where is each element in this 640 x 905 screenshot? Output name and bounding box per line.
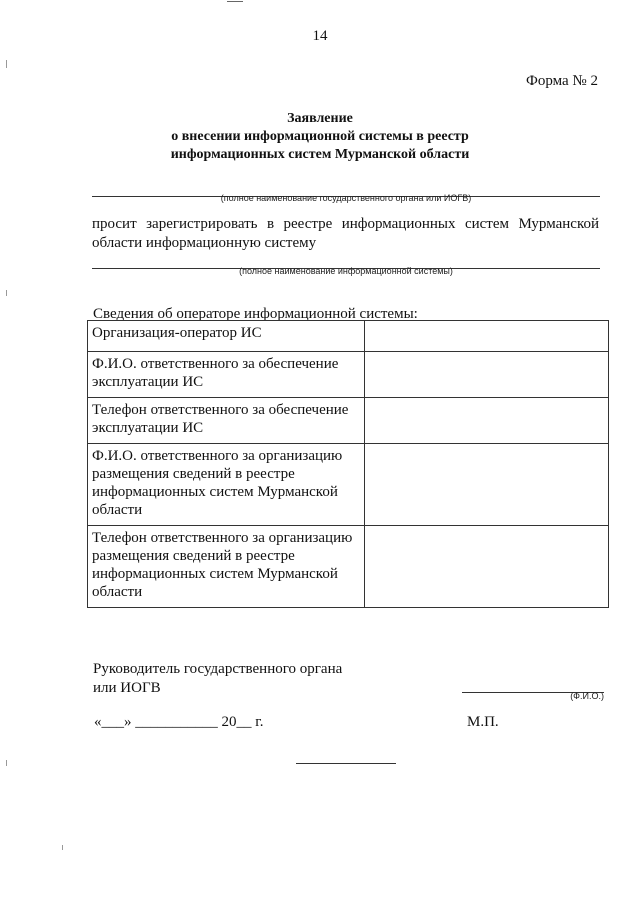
operator-heading: Сведения об операторе информационной системы: [93, 306, 418, 322]
row-label: Ф.И.О. ответственного за обеспечение эксплуатации ИС [88, 352, 365, 398]
system-name-caption: (полное наименование информационной системы) [239, 266, 453, 276]
signatory-title [93, 660, 342, 698]
stamp-place: М.П. [467, 714, 499, 730]
bottom-line [296, 763, 396, 764]
row-value [365, 352, 609, 398]
date-field: «___» ___________ 20__ г. [94, 714, 264, 730]
form-number: Форма № 2 [526, 73, 598, 89]
document-title [0, 110, 640, 164]
scan-mark-left-4 [62, 845, 63, 850]
scan-mark-top [227, 1, 243, 2]
row-label: Телефон ответственного за организацию размещения сведений в реестре информационных систем Мурманской области [88, 526, 365, 608]
page-number: 14 [312, 28, 328, 44]
row-value [365, 398, 609, 444]
signatory-line-1: Руководитель государственного органа [93, 661, 343, 677]
row-value [365, 526, 609, 608]
operator-table [87, 320, 609, 608]
request-text: просит зарегистрировать в реестре информационных систем Мурманской области информационную систему [92, 216, 599, 251]
fio-caption: (Ф.И.О.) [570, 691, 604, 701]
table-row [88, 352, 609, 398]
scan-mark-left-2 [6, 290, 7, 296]
title-line-1: Заявление [287, 111, 353, 126]
table-row [88, 444, 609, 526]
organ-name-caption: (полное наименование государственного органа или ИОГВ) [220, 193, 472, 203]
scan-mark-left-3 [6, 760, 7, 766]
row-value [365, 444, 609, 526]
row-label: Ф.И.О. ответственного за организацию размещения сведений в реестре информационных систем Мурманской области [88, 444, 365, 526]
table-row [88, 321, 609, 352]
row-label: Организация-оператор ИС [88, 321, 365, 352]
table-row [88, 526, 609, 608]
title-line-2: о внесении информационной системы в реестр [171, 129, 469, 144]
title-line-3: информационных систем Мурманской области [170, 147, 470, 162]
scan-mark-left-1 [6, 60, 7, 68]
row-label: Телефон ответственного за обеспечение эксплуатации ИС [88, 398, 365, 444]
signatory-line-2: или ИОГВ [93, 680, 161, 696]
table-row [88, 398, 609, 444]
row-value [365, 321, 609, 352]
